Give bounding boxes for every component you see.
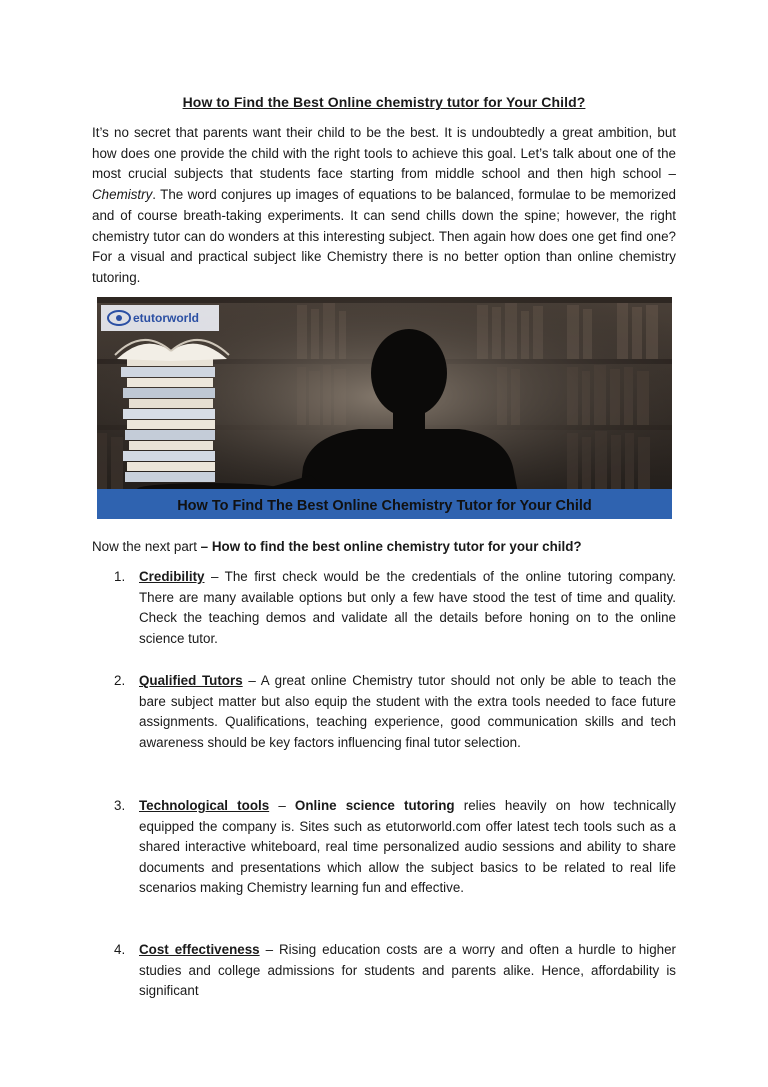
list-text: The first check would be the credentials of the online tutoring company. There are many available options but only a few have stood the test of time and quality. Check the teaching demos and validate all the details before honing on to the online science tutor. <box>139 569 676 646</box>
list-separator: – <box>269 798 295 813</box>
list-term: Technological tools <box>139 798 270 813</box>
list-item <box>92 940 676 1002</box>
list-number: 3. <box>114 798 126 813</box>
intro-text-continued: . The word conjures up images of equations to be balanced, formulae to be memorized and of course breath-taking experiments. It can send chills down the spine; however, the right chemistry tutor can do wonders at this interesting subject. Then again how does one get find one? For a visual and practical subject like Chemistry there is no better option than online chemistry tutoring. <box>92 187 676 285</box>
list-item <box>92 796 676 899</box>
list-term: Cost effectiveness <box>139 942 260 957</box>
list-number: 2. <box>114 673 126 688</box>
list-item <box>92 567 676 649</box>
lead-text: Now the next part <box>92 539 201 554</box>
list-term: Credibility <box>139 569 205 584</box>
list-separator: – <box>259 942 279 957</box>
intro-paragraph <box>92 123 676 289</box>
image-banner <box>97 489 672 519</box>
logo-text: etutorworld <box>133 311 199 325</box>
list-item <box>92 671 676 753</box>
list-term: Qualified Tutors <box>139 673 243 688</box>
section-lead <box>92 537 676 557</box>
intro-emphasis: Chemistry <box>92 187 153 203</box>
document-title: How to Find the Best Online chemistry tutor for Your Child? <box>182 94 586 110</box>
list-number: 4. <box>114 942 126 957</box>
list-text: A great online Chemistry tutor should not only be able to teach the bare subject matter but also equip the student with the extra tools needed to face future assignments. Qualifications, teaching experience, good communication skills and tech awareness should be key factors influencing final tutor selection. <box>139 673 677 750</box>
article-illustration <box>97 297 672 519</box>
banner-text: How To Find The Best Online Chemistry Tutor for Your Child <box>177 498 592 514</box>
intro-text: It’s no secret that parents want their child to be the best. It is undoubtedly a great ambition, but how does one provide the child with the right tools to achieve this goal. Let’s talk about one of the most crucial subjects that students face starting from middle school and then high school – <box>92 125 676 182</box>
lead-bold: – How to find the best online chemistry tutor for your child? <box>200 539 582 554</box>
list-text: relies heavily on how technically equipped the company is. Sites such as etutorworld.com offer latest tech tools such as a shared interactive whiteboard, real time personalized audio sessions and ability to share documents and presentations which allow the subject basics to be related to real life scenarios making Chemistry learning fun and effective. <box>139 798 676 895</box>
etutorworld-logo <box>101 305 219 331</box>
list-text: Rising education costs are a worry and often a hurdle to higher studies and college admissions for students and parents alike. Hence, affordability is significant <box>139 942 676 998</box>
list-number: 1. <box>114 569 126 584</box>
list-separator: – <box>242 673 261 688</box>
list-strong: Online science tutoring <box>294 798 455 813</box>
bookshelf-illustration <box>97 297 672 519</box>
list-separator: – <box>204 569 225 584</box>
